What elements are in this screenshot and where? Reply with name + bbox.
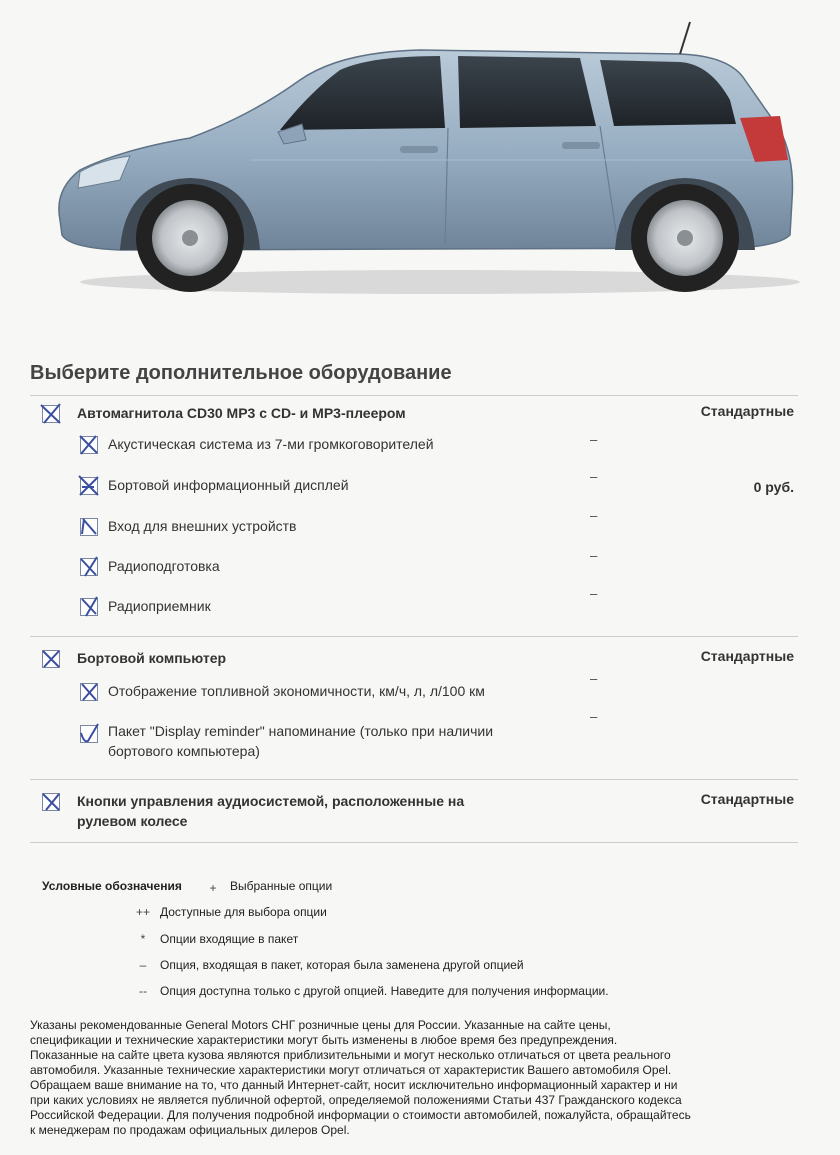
disclaimer-line: спецификации и технические характеристики могут быть изменены в любое время без предупреждения. — [30, 1033, 618, 1047]
legend-text: Опция, входящая в пакет, которая была заменена другой опцией — [160, 958, 524, 972]
option-price: Стандартные — [700, 403, 794, 419]
option-label: Бортовой информационный дисплей — [108, 477, 349, 493]
option-label: Радиоподготовка — [108, 558, 220, 574]
option-group-audio — [30, 395, 798, 636]
option-group-computer — [30, 636, 798, 779]
option-label: Пакет "Display reminder" напоминание (только при наличии — [108, 723, 494, 739]
option-dash: – — [590, 469, 598, 484]
legend-symbol: -- — [139, 984, 147, 998]
legend-text: Опции входящие в пакет — [160, 932, 299, 946]
option-label: Бортовой компьютер — [77, 650, 227, 666]
option-label: Отображение топливной экономичности, км/ч, л, л/100 км — [108, 683, 485, 699]
option-dash: – — [590, 671, 598, 686]
checkbox-checked[interactable] — [80, 683, 98, 701]
legend-text: Выбранные опции — [230, 879, 333, 893]
disclaimer-line: Обращаем ваше внимание на то, что данный Интернет-сайт, носит исключительно информационный характер и ни — [30, 1078, 678, 1092]
checkbox-checked[interactable] — [42, 650, 60, 668]
checkbox-checked[interactable] — [42, 405, 60, 423]
check-mark-icon — [76, 679, 102, 705]
price-disclaimer — [30, 1018, 805, 1138]
option-label: Вход для внешних устройств — [108, 518, 297, 534]
option-dash: – — [590, 709, 598, 724]
check-mark-icon — [76, 594, 102, 620]
checkbox-checked[interactable] — [80, 518, 98, 536]
legend-text: Доступные для выбора опции — [160, 905, 327, 919]
option-group-steering — [30, 779, 798, 843]
legend-symbol: + — [209, 881, 217, 895]
disclaimer-line: к менеджерам по продажам официальных дилеров Opel. — [30, 1123, 350, 1137]
disclaimer-line: Российской Федерации. Для получения подробной информации о стоимости автомобилей, пожалуйста, обращайтесь — [30, 1108, 691, 1122]
option-label-continued: бортового компьютера) — [108, 743, 260, 759]
disclaimer-line: автомобиля. Указанные технические характеристики могут отличаться от характеристик Вашего автомобиля Opel. — [30, 1063, 672, 1077]
checkbox-checked[interactable] — [80, 558, 98, 576]
option-price: Стандартные — [700, 791, 794, 807]
option-dash: – — [590, 508, 598, 523]
options-table — [30, 395, 798, 843]
option-dash: – — [590, 548, 598, 563]
legend-title: Условные обозначения — [42, 879, 182, 893]
option-dash: – — [590, 432, 598, 447]
check-mark-icon — [38, 646, 64, 672]
option-label: Акустическая система из 7-ми громкоговорителей — [108, 436, 434, 452]
option-price: Стандартные — [700, 648, 794, 664]
checkbox-checked[interactable] — [80, 436, 98, 454]
section-title: Выберите дополнительное оборудование — [30, 362, 452, 384]
check-mark-icon — [76, 721, 102, 747]
checkbox-checked[interactable] — [80, 477, 98, 495]
check-mark-icon — [38, 401, 64, 427]
disclaimer-line: Показанные на сайте цвета кузова являются приблизительными и могут несколько отличаться от цвета реального — [30, 1048, 671, 1062]
checkbox-checked[interactable] — [42, 793, 60, 811]
disclaimer-line: Указаны рекомендованные General Motors СНГ розничные цены для России. Указанные на сайте цены, — [30, 1018, 611, 1032]
check-mark-icon — [76, 432, 102, 458]
legend-symbol: – — [139, 958, 147, 972]
check-mark-icon — [76, 514, 102, 540]
legend-text: Опция доступна только с другой опцией. Наведите для получения информации. — [160, 984, 609, 998]
legend-symbol: ++ — [135, 905, 150, 919]
option-label: Автомагнитола CD30 MP3 с CD- и MP3-плеером — [77, 405, 406, 421]
option-label-continued: рулевом колесе — [77, 813, 188, 829]
option-price: 0 руб. — [753, 479, 794, 495]
option-label: Кнопки управления аудиосистемой, расположенные на — [77, 793, 465, 809]
option-dash: – — [590, 586, 598, 601]
checkbox-checked[interactable] — [80, 598, 98, 616]
check-mark-icon — [76, 473, 102, 499]
option-label: Радиоприемник — [108, 598, 211, 614]
check-mark-icon — [76, 554, 102, 580]
checkbox-checked[interactable] — [80, 725, 98, 743]
check-mark-icon — [38, 789, 64, 815]
legend-symbol: * — [140, 932, 146, 946]
car-image — [40, 20, 810, 310]
disclaimer-line: при каких условиях не является публичной офертой, определяемой положениями Статьи 437 Гражданского кодекса — [30, 1093, 682, 1107]
